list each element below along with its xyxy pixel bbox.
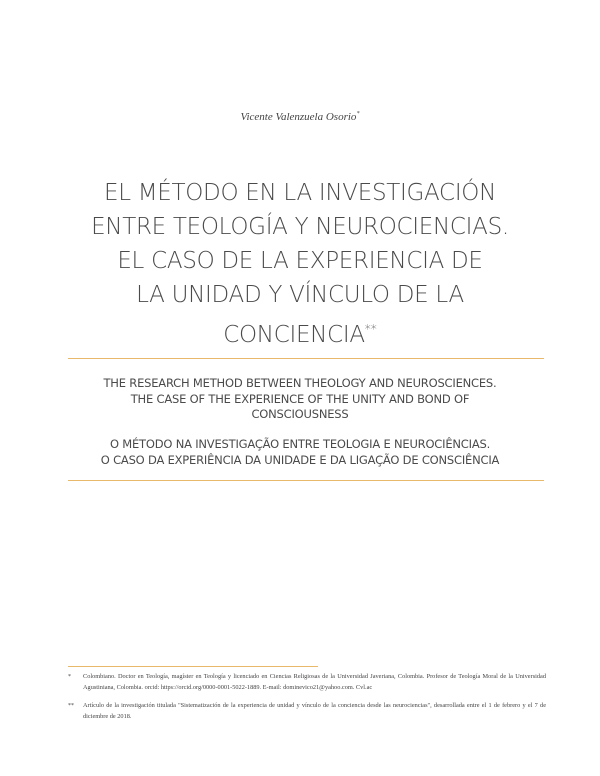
article-title-en [60, 376, 540, 423]
subtitle-pt-line: O MÉTODO NA INVESTIGAÇÃO ENTRE TEOLOGIA E NEUROCIÊNCIAS. [109, 437, 491, 451]
footnote-separator [68, 666, 318, 667]
footnote-author [68, 672, 546, 693]
footnote-mark: ** [68, 703, 74, 709]
title-line-text: CONCIENCIA [223, 322, 365, 348]
article-title-pt [60, 437, 540, 468]
subtitle-en-line: THE CASE OF THE EXPERIENCE OF THE UNITY AND BOND OF [130, 391, 470, 406]
title-footnote-mark: ** [364, 322, 377, 336]
author-footnote-mark: * [356, 111, 360, 117]
title-line: EL CASO DE LA EXPERIENCIA DE [117, 248, 483, 274]
footnote-article [68, 701, 546, 722]
subtitle-en-line: CONSCIOUSNESS [251, 407, 349, 421]
title-line: ENTRE TEOLOGÍA Y NEUROCIENCIAS. [91, 214, 509, 240]
subtitle-pt-line: O CASO DA EXPERIÊNCIA DA UNIDADE E DA LIGAÇÃO DE CONSCIÊNCIA [100, 452, 500, 467]
title-line: EL MÉTODO EN LA INVESTIGACIÓN [103, 180, 497, 206]
title-line: LA UNIDAD Y VÍNCULO DE LA [136, 282, 464, 308]
subtitle-en-line: THE RESEARCH METHOD BETWEEN THEOLOGY AND NEUROSCIENCES. [103, 376, 497, 390]
footnote-text: Colombiano. Doctor en Teología, magíster en Teología y licenciado en Ciencias Religiosas de la Universidad Javeriana, Colombia. Profesor de Teología Moral de la Universidad Agustiniana, Colombia. orcid: https://orcid.org/0000-0001-5022-1889. E-mail: dominevico21@yahoo.com. Cvl.ac [83, 673, 546, 691]
author-byline [0, 111, 600, 123]
footnote-mark: * [68, 674, 71, 680]
author-name: Vicente Valenzuela Osorio [240, 111, 357, 123]
divider-top [68, 358, 544, 359]
divider-bottom [68, 480, 544, 481]
article-title-es [40, 176, 560, 352]
title-line-last [40, 312, 560, 352]
footnote-text: Artículo de la investigación titulada "Sistematización de la experiencia de unidad y vínculo de la conciencia desde las neurociencias", desarrollada entre el 1 de febrero y el 7 de diciembre de 2018. [83, 702, 546, 720]
